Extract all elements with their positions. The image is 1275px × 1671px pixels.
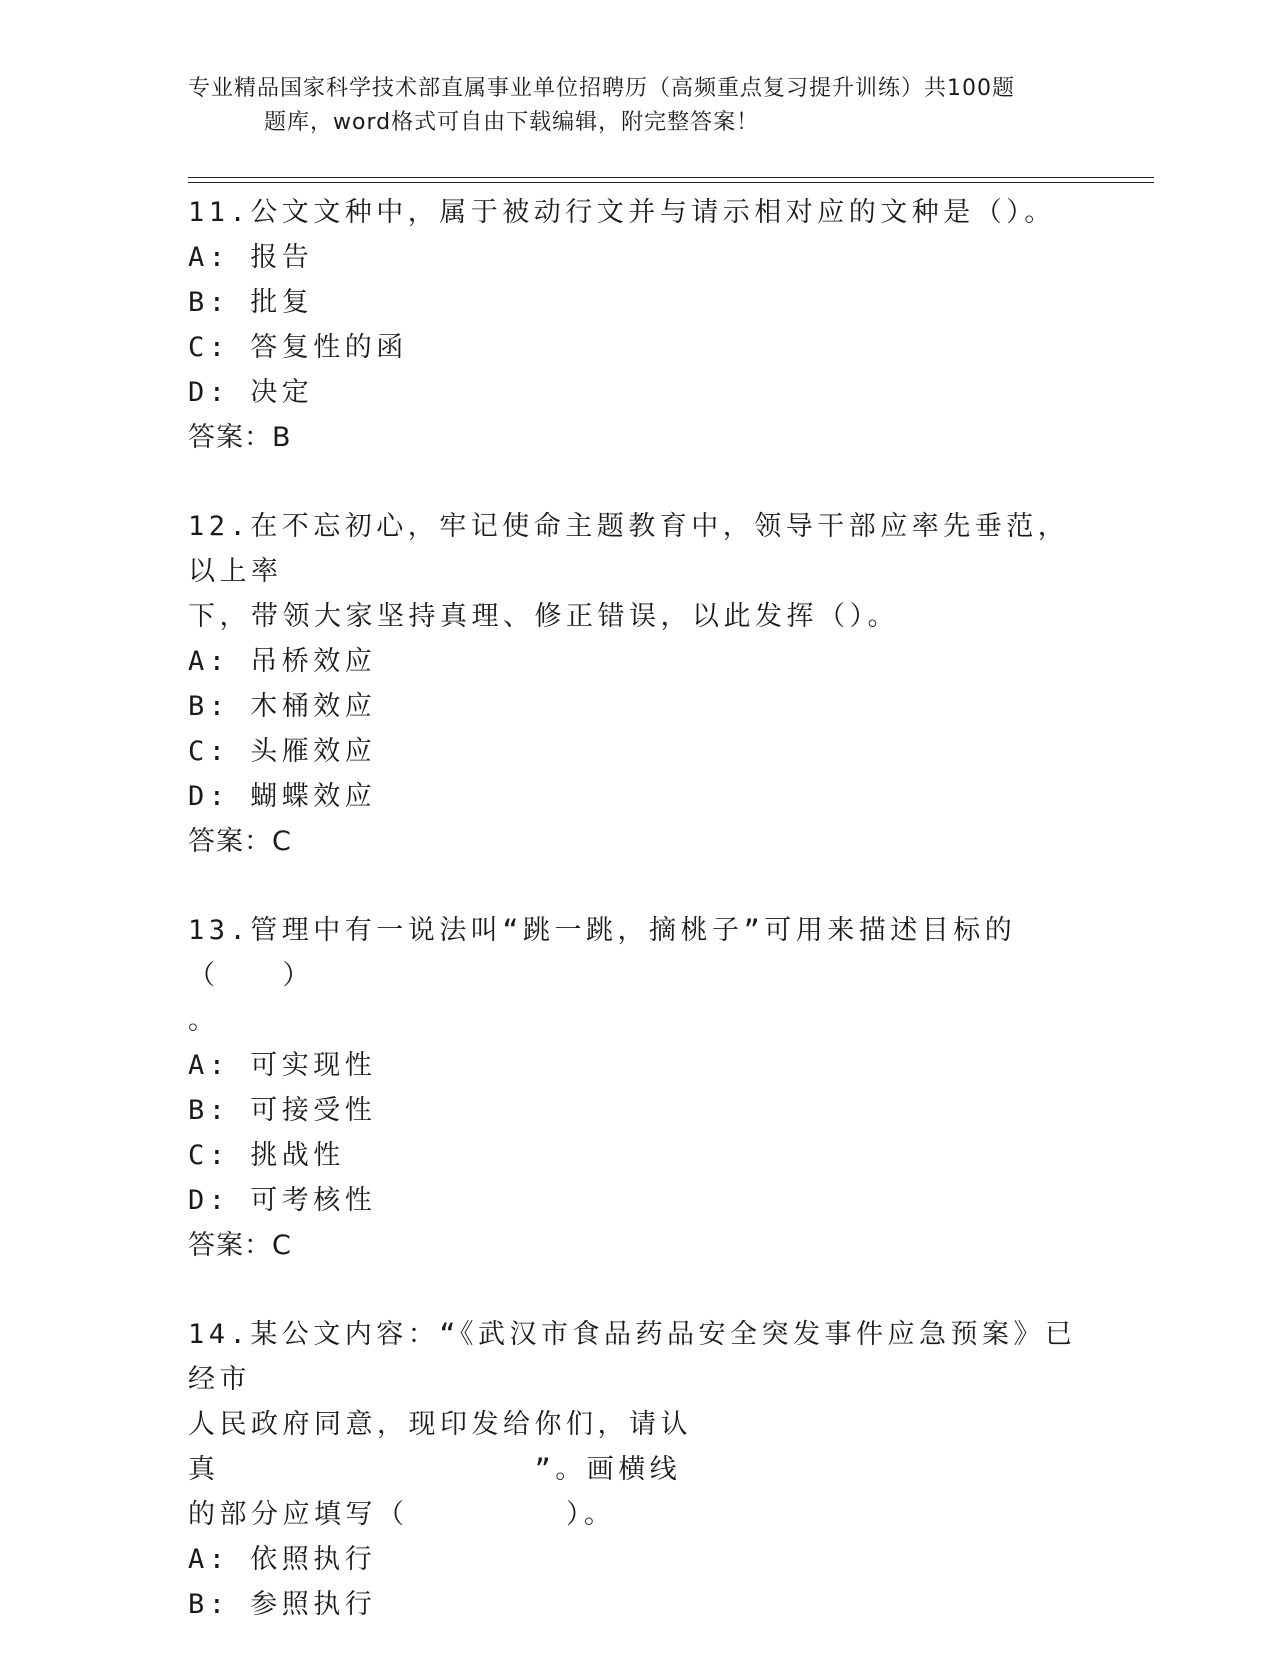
option-c: C: 挑战性 bbox=[188, 1140, 345, 1171]
question-11 bbox=[188, 190, 1088, 460]
option-a: A: 报告 bbox=[188, 242, 314, 273]
header-divider-top bbox=[188, 177, 1154, 178]
question-13 bbox=[188, 908, 1088, 1268]
option-b: B: 批复 bbox=[188, 287, 314, 318]
option-d: D: 蝴蝶效应 bbox=[188, 781, 377, 812]
option-d: D: 可考核性 bbox=[188, 1185, 377, 1216]
option-c: C: 答复性的函 bbox=[188, 332, 408, 363]
option-a: A: 依照执行 bbox=[188, 1544, 377, 1575]
question-text: 11.公文文种中，属于被动行文并与请示相对应的文种是（）。 bbox=[188, 197, 1056, 228]
question-14 bbox=[188, 1312, 1088, 1627]
document-header bbox=[188, 72, 1088, 140]
question-list bbox=[188, 190, 1088, 1671]
option-a: A: 可实现性 bbox=[188, 1050, 377, 1081]
answer: 答案：C bbox=[188, 1230, 292, 1261]
question-text: 12.在不忘初心，牢记使命主题教育中，领导干部应率先垂范，以上率 下，带领大家坚持真理、修正错误，以此发挥（）。 bbox=[188, 511, 1070, 632]
question-text: 14.某公文内容：“《武汉市食品药品安全突发事件应急预案》已经市 人民政府同意，现印发给你们，请认真 ”。画横线 的部分应填写（ ）。 bbox=[188, 1319, 1077, 1530]
option-a: A: 吊桥效应 bbox=[188, 646, 377, 677]
answer: 答案：C bbox=[188, 826, 292, 857]
question-12 bbox=[188, 504, 1088, 864]
option-d: D: 决定 bbox=[188, 377, 314, 408]
option-b: B: 可接受性 bbox=[188, 1095, 377, 1126]
header-divider-bottom bbox=[188, 182, 1154, 183]
option-b: B: 参照执行 bbox=[188, 1589, 377, 1620]
header-line-1: 专业精品国家科学技术部直属事业单位招聘历（高频重点复习提升训练）共100题 bbox=[188, 76, 1015, 101]
option-c: C: 头雁效应 bbox=[188, 736, 377, 767]
question-text: 13.管理中有一说法叫“跳一跳，摘桃子”可用来描述目标的（ ） 。 bbox=[188, 915, 1017, 1036]
answer: 答案：B bbox=[188, 422, 292, 453]
option-b: B: 木桶效应 bbox=[188, 691, 377, 722]
header-line-2: 题库，word格式可自由下载编辑，附完整答案！ bbox=[264, 110, 760, 135]
